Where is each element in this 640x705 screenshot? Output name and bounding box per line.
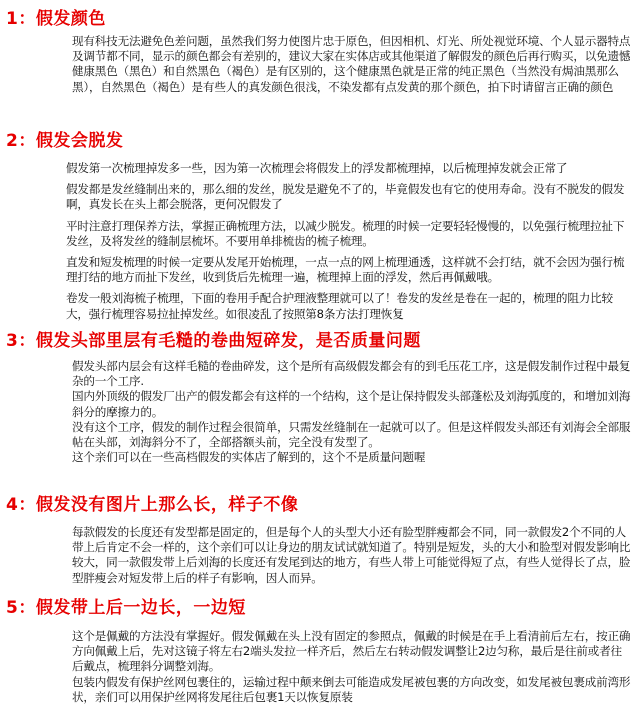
section-1-heading: 1：假发颜色 [6, 9, 106, 29]
section-5-heading: 5：假发带上后一边长，一边短 [6, 598, 246, 618]
paragraph: 卷发一般刘海梳子梳理，下面的卷用手配合护理液整理就可以了！卷发的发丝是卷在一起的，梳理的阻力比较大，强行梳理容易拉扯掉发丝。如很凌乱了按照第8条方法打理恢复 [66, 291, 613, 321]
section-3-body [6, 359, 632, 465]
paragraph: 国内外顶级的假发厂出产的假发都会有这样的一个结构，这个是让保持假发头部蓬松及刘海弧度的，和增加刘海斜分的摩擦力的。 [72, 389, 631, 419]
section-3-heading: 3：假发头部里层有毛糙的卷曲短碎发，是否质量问题 [6, 331, 421, 351]
paragraph: 每款假发的长度还有发型都是固定的，但是每个人的头型大小还有脸型胖瘦都会不同，同一款假发2个不同的人带上后肯定不会一样的，这个亲们可以让身边的朋友试试就知道了。特别是短发，头的大小和脸型对假发影响比较大，同一款假发带上后刘海的长度还有发尾到达的地方，有些人带上可能觉得短了点，有些人觉得长了点，脸型胖瘦会对短发带上后的样子有影响，因人而异。 [72, 525, 631, 585]
paragraph: 假发头部内层会有这样毛糙的卷曲碎发，这个是所有高级假发都会有的到毛压花工序，这是假发制作过程中最复杂的一个工序. [72, 359, 631, 389]
section-5-body [6, 629, 632, 705]
paragraph: 这个亲们可以在一些高档假发的实体店了解到的，这个不是质量问题喔 [72, 450, 426, 465]
paragraph: 假发都是发丝缝制出来的，那么细的发丝，脱发是避免不了的，毕竟假发也有它的使用寿命。没有不脱发的假发啊，真发长在头上都会脱落，更何况假发了 [66, 182, 625, 212]
section-4-heading: 4：假发没有图片上那么长，样子不像 [6, 495, 299, 515]
paragraph: 现有科技无法避免色差问题，虽然我们努力使图片忠于原色，但因相机、灯光、所处视觉环境、个人显示器特点及调节都不同，显示的颜色都会有差别的，建议大家在实体店或其他渠道了解假发的颜色后再行购买，以免遗憾 [72, 34, 631, 64]
section-2-body [6, 161, 632, 322]
section-1-body [6, 34, 632, 95]
paragraph: 这个是佩戴的方法没有掌握好。假发佩戴在头上没有固定的参照点，佩戴的时候是在手上看清前后左右，按正确方向佩戴上后，先对这镜子将左右2端头发拉一样齐后，然后左右转动假发调整让2边匀称，最后是往前或者往后戴点，梳理斜分调整刘海。 [72, 629, 631, 674]
paragraph: 没有这个工序，假发的制作过程会很简单，只需发丝缝制在一起就可以了。但是这样假发头部还有刘海会全部服帖在头部，刘海斜分不了，全部搭额头前，完全没有发型了。 [72, 419, 631, 450]
paragraph: 假发第一次梳理掉发多一些，因为第一次梳理会将假发上的浮发都梳理掉，以后梳理掉发就会正常了 [66, 161, 568, 175]
paragraph: 包装内假发有保护丝网包裹住的，运输过程中颠来倒去可能造成发尾被包裹的方向改变，如发尾被包裹成前湾形状，亲们可以用保护丝网将发尾往后包裹1天以恢复原装 [72, 674, 631, 704]
section-4-body [6, 525, 632, 586]
paragraph: 直发和短发梳理的时候一定要从发尾开始梳理，一点一点的网上梳理通透，这样就不会打结，就不会因为强行梳理打结的地方而扯下发丝，收到货后先梳理一遍，梳理掉上面的浮发，然后再佩戴哦。 [66, 255, 625, 285]
paragraph: 健康黑色（黑色）和自然黑色（褐色）是有区别的，这个健康黑色就是正常的纯正黑色（当然没有焗油黑那么黑），自然黑色（褐色）是有些人的真发颜色很浅，不染发都有点发黄的那个颜色，拍下时请留言正确的颜色 [72, 64, 619, 94]
section-2-heading: 2：假发会脱发 [6, 131, 124, 151]
paragraph: 平时注意打理保养方法，掌握正确梳理方法，以减少脱发。梳理的时候一定要轻轻慢慢的，以免强行梳理拉扯下发丝，及将发丝的缝制层梳坏。不要用单排梳齿的梳子梳理。 [66, 218, 625, 248]
